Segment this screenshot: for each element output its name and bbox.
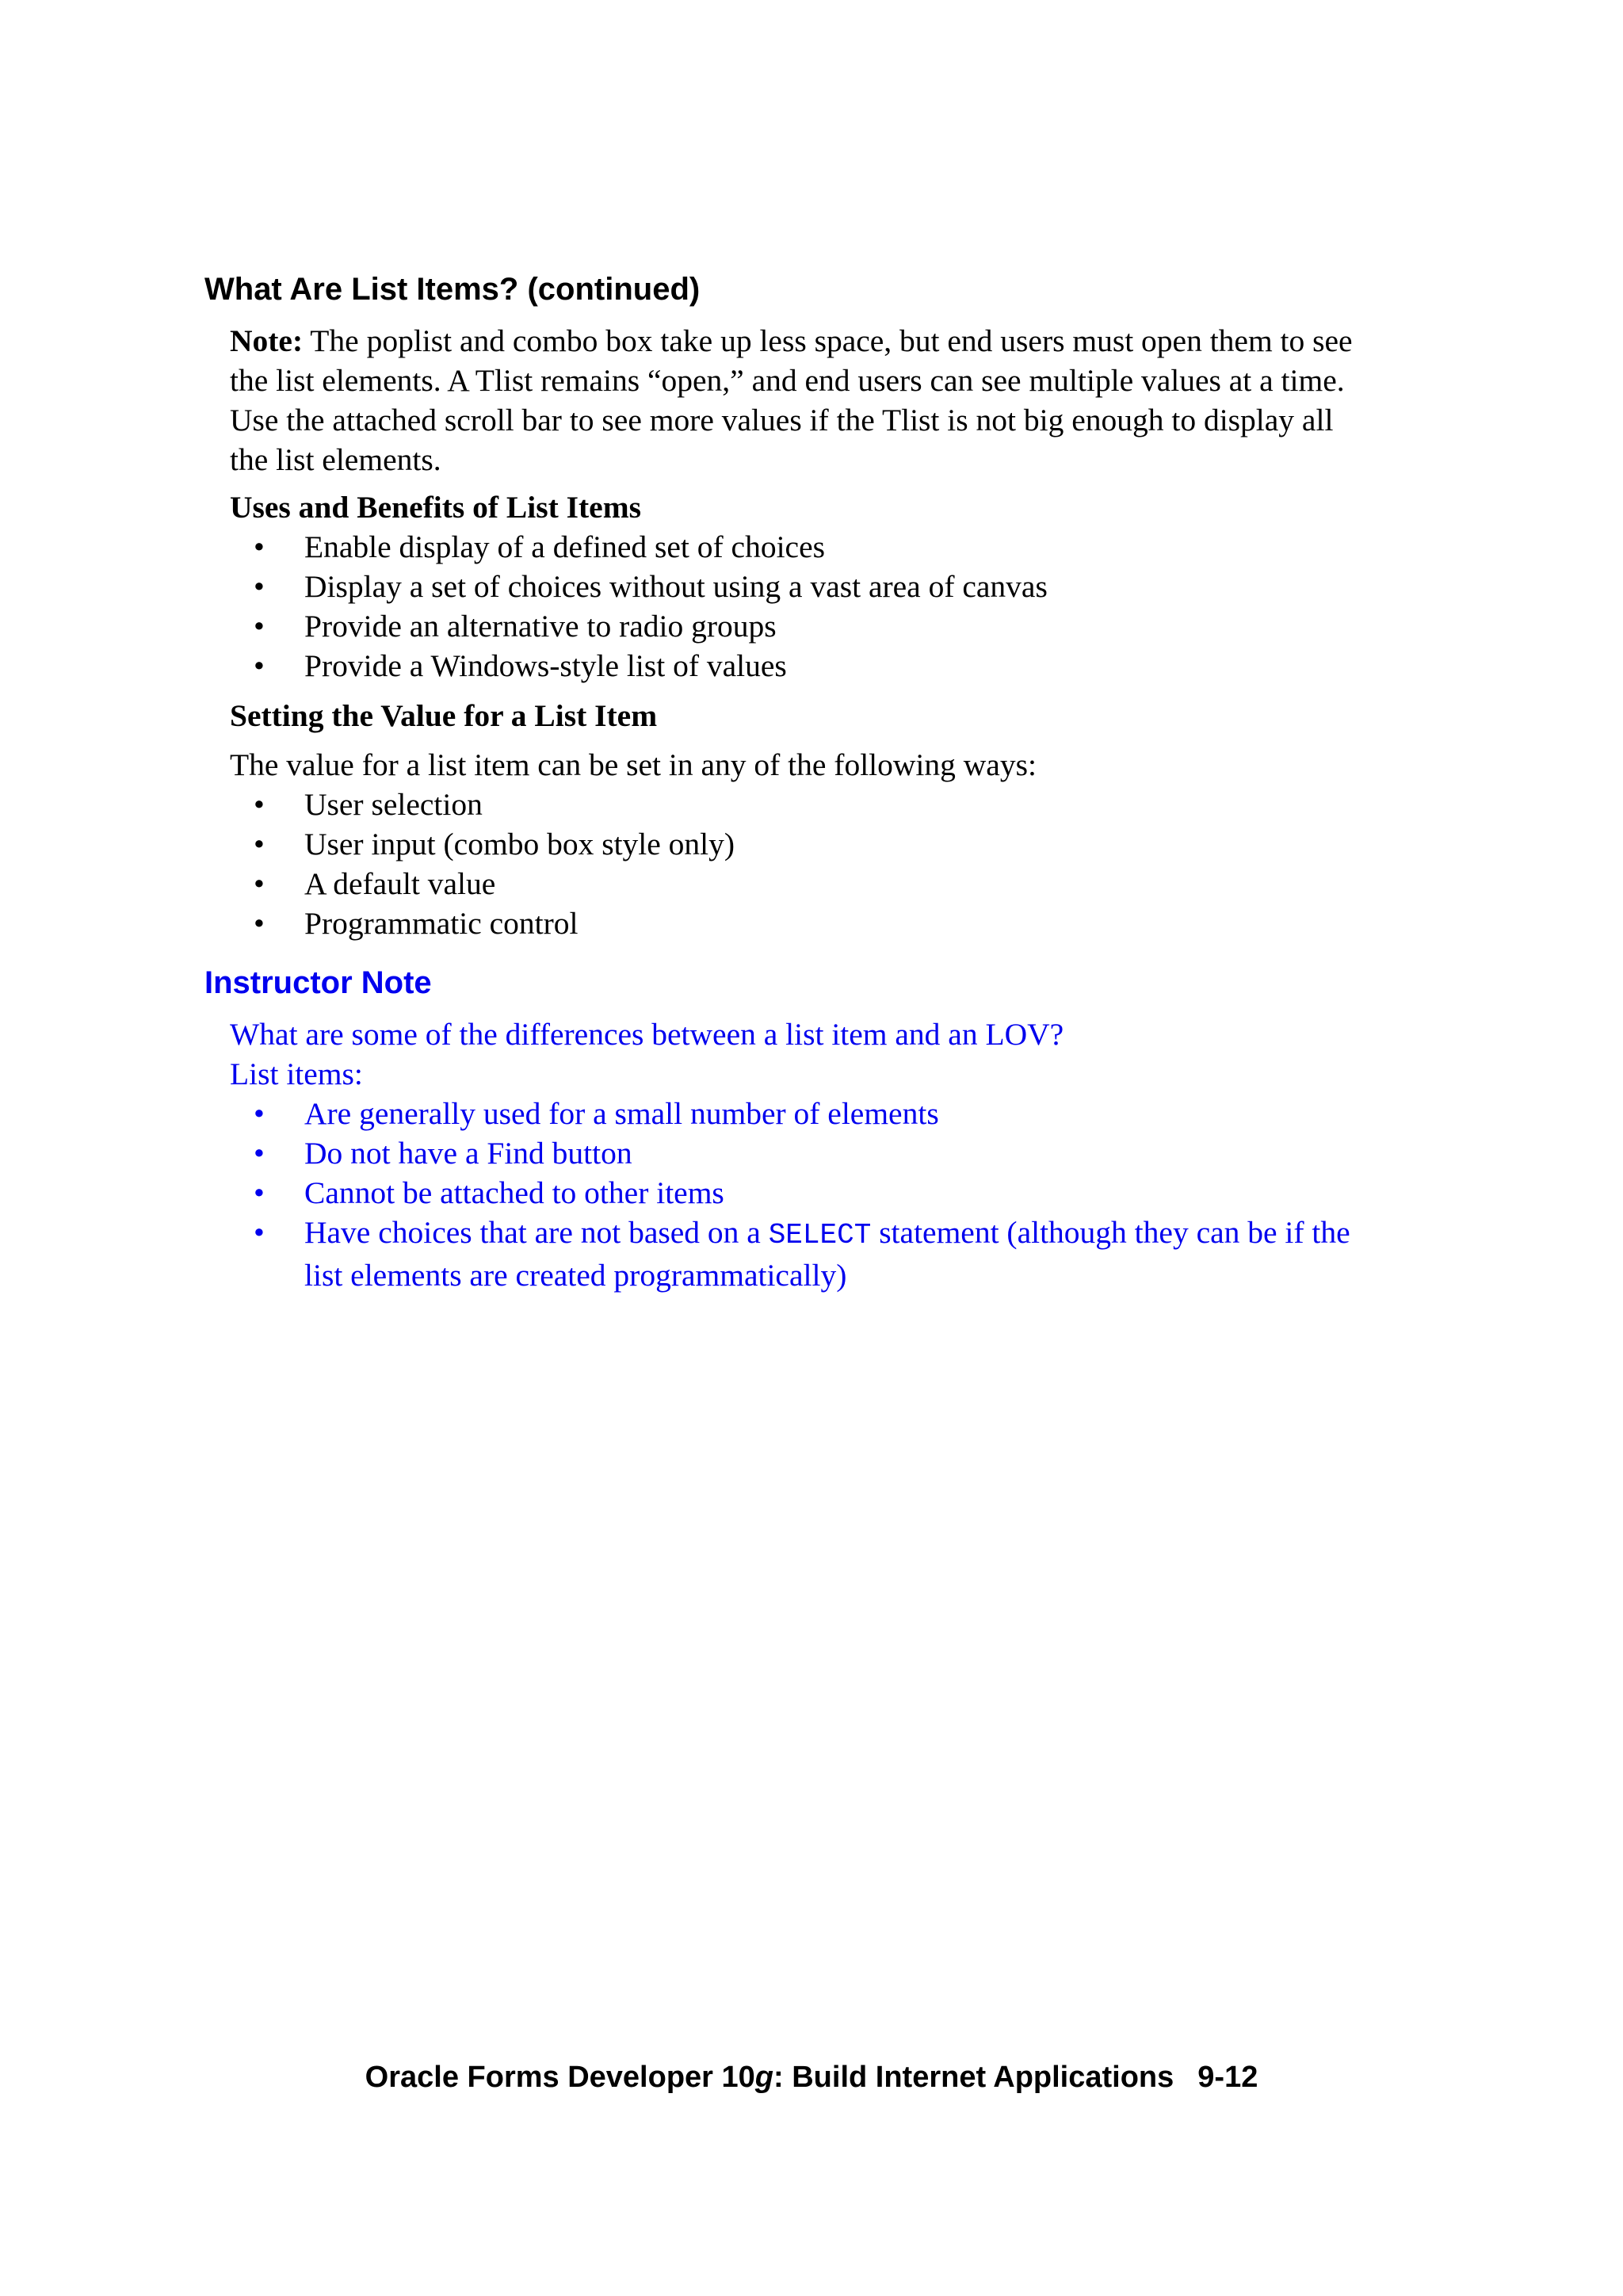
section-heading: What Are List Items? (continued) — [204, 272, 701, 307]
note-line-3: Use the attached scroll bar to see more values if the Tlist is not big enough to display all — [230, 403, 1334, 437]
list-item: • Provide a Windows-style list of values — [230, 646, 1048, 686]
instructor-note-heading: Instructor Note — [204, 965, 432, 1000]
list-item: • Are generally used for a small number of elements — [230, 1094, 1350, 1133]
bullet-icon: • — [254, 906, 265, 941]
bullet-icon: • — [254, 1096, 265, 1131]
note-label: Note: — [230, 323, 304, 358]
list-item: • Have choices that are not based on a SELECT statement (although they can be if the list elements are created programmatically) — [230, 1213, 1350, 1295]
instructor-question: What are some of the differences between a list item and an LOV? — [230, 1017, 1064, 1052]
bullet-icon: • — [254, 648, 265, 683]
page-footer: Oracle Forms Developer 10g: Build Internet Applications 9-12 — [365, 2061, 1258, 2094]
note-line-2: the list elements. A Tlist remains “open,” and end users can see multiple values at a time. — [230, 363, 1345, 398]
list-item: • User input (combo box style only) — [230, 824, 735, 864]
setting-intro: The value for a list item can be set in any of the following ways: — [230, 747, 1037, 782]
bullet-icon: • — [254, 569, 265, 604]
bullet-icon: • — [254, 1215, 265, 1250]
list-item: • User selection — [230, 785, 735, 824]
page-number: 9-12 — [1197, 2061, 1258, 2094]
bullet-icon: • — [254, 1175, 265, 1210]
list-item: • Provide an alternative to radio groups — [230, 606, 1048, 646]
bullet-icon: • — [254, 1136, 265, 1171]
list-item: • Enable display of a defined set of choices — [230, 527, 1048, 567]
bullet-icon: • — [254, 529, 265, 564]
instructor-list-label: List items: — [230, 1056, 363, 1091]
setting-subheading: Setting the Value for a List Item — [230, 698, 658, 733]
note-paragraph — [230, 321, 1450, 479]
note-line-1: Note: The poplist and combo box take up less space, but end users must open them to see — [230, 323, 1353, 358]
list-item: • Display a set of choices without using a vast area of canvas — [230, 567, 1048, 606]
bullet-icon: • — [254, 609, 265, 644]
setting-list — [230, 785, 735, 943]
uses-subheading: Uses and Benefits of List Items — [230, 490, 641, 525]
list-item: • A default value — [230, 864, 735, 904]
instructor-list — [230, 1094, 1350, 1295]
bullet-icon: • — [254, 827, 265, 861]
note-line-4: the list elements. — [230, 442, 441, 477]
list-item: • Do not have a Find button — [230, 1133, 1350, 1173]
list-item: • Programmatic control — [230, 904, 735, 943]
code-select: SELECT — [768, 1219, 872, 1251]
bullet-icon: • — [254, 787, 265, 822]
uses-list — [230, 527, 1048, 686]
list-item: • Cannot be attached to other items — [230, 1173, 1350, 1213]
bullet-icon: • — [254, 866, 265, 901]
